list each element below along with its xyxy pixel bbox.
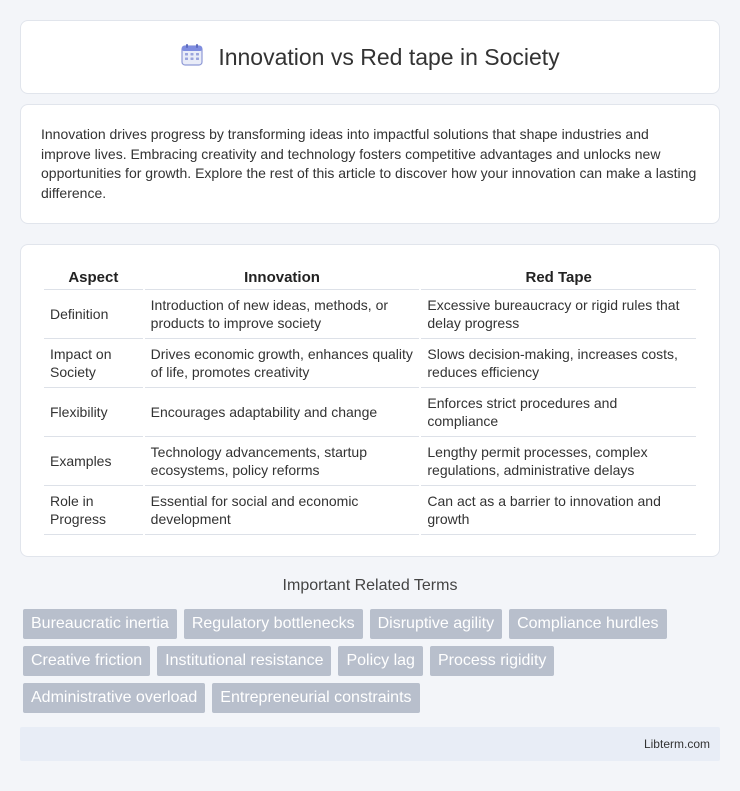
term-tag[interactable]: Bureaucratic inertia [23, 609, 177, 639]
term-tag[interactable]: Entrepreneurial constraints [212, 683, 419, 713]
table-cell: Drives economic growth, enhances quality of life, promotes creativity [145, 339, 420, 388]
related-terms-title: Important Related Terms [282, 577, 458, 594]
term-tag[interactable]: Process rigidity [430, 646, 554, 676]
table-cell: Encourages adaptability and change [145, 388, 420, 437]
header-card [20, 20, 720, 94]
table-cell: Definition [44, 290, 143, 339]
table-cell: Essential for social and economic development [145, 486, 420, 535]
term-tag[interactable]: Creative friction [23, 646, 150, 676]
table-row [44, 290, 696, 339]
column-header: Red Tape [421, 265, 696, 290]
calendar-icon [180, 43, 204, 72]
table-cell: Enforces strict procedures and compliance [421, 388, 696, 437]
table-cell: Excessive bureaucracy or rigid rules that delay progress [421, 290, 696, 339]
table-cell: Flexibility [44, 388, 143, 437]
table-row [44, 437, 696, 486]
table-cell: Can act as a barrier to innovation and growth [421, 486, 696, 535]
term-tag[interactable]: Disruptive agility [370, 609, 502, 639]
term-tag[interactable]: Institutional resistance [157, 646, 331, 676]
footer [20, 727, 720, 761]
table-row [44, 388, 696, 437]
table-cell: Impact on Society [44, 339, 143, 388]
column-header: Aspect [44, 265, 143, 290]
table-header-row [44, 265, 696, 290]
column-header: Innovation [145, 265, 420, 290]
table-row [44, 486, 696, 535]
table-cell: Technology advancements, startup ecosystems, policy reforms [145, 437, 420, 486]
page-title: Innovation vs Red tape in Society [218, 43, 560, 70]
table-row [44, 339, 696, 388]
term-tag[interactable]: Compliance hurdles [509, 609, 666, 639]
footer-brand-link[interactable]: Libterm.com [643, 737, 710, 751]
comparison-table [42, 265, 698, 535]
intro-card [20, 104, 720, 224]
term-tag[interactable]: Policy lag [338, 646, 422, 676]
term-tag[interactable]: Administrative overload [23, 683, 205, 713]
table-cell: Introduction of new ideas, methods, or products to improve society [145, 290, 420, 339]
related-terms-list [23, 609, 723, 713]
table-cell: Examples [44, 437, 143, 486]
header [180, 43, 559, 72]
comparison-card [20, 244, 720, 557]
table-cell: Slows decision-making, increases costs, reduces efficiency [421, 339, 696, 388]
intro-text: Innovation drives progress by transforming ideas into impactful solutions that shape industries and improve lives. Embracing creativity and technology fosters competitive advantages and unlocks new opportunities for growth. Explore the rest of this article to discover how your innovation can make a lasting difference. [41, 126, 697, 201]
term-tag[interactable]: Regulatory bottlenecks [184, 609, 363, 639]
table-cell: Role in Progress [44, 486, 143, 535]
table-cell: Lengthy permit processes, complex regulations, administrative delays [421, 437, 696, 486]
